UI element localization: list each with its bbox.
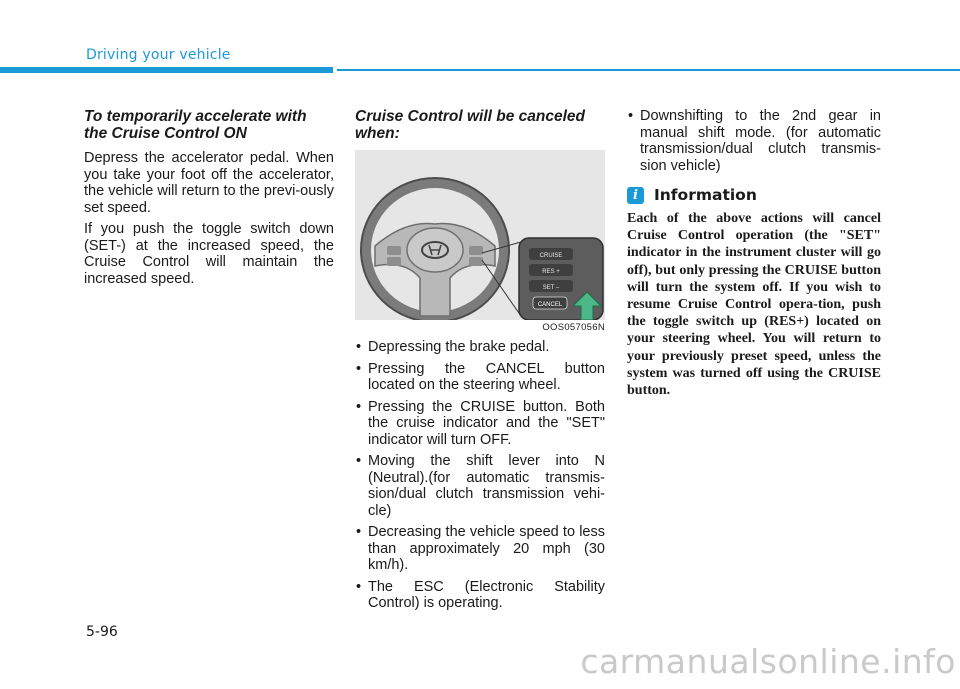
res-button-label: RES + (542, 269, 560, 275)
list-item: • Depressing the brake pedal. (356, 339, 550, 355)
information-title: Information (654, 186, 757, 204)
list-item: • Pressing the CRUISE button. Both the cruise indicator and the "SET" indicator will turn OFF. (356, 398, 605, 448)
list-item: • Decreasing the vehicle speed to less than approximately 20 mph (30 km/h). (356, 524, 605, 573)
cancel-conditions-list (355, 339, 605, 612)
list-item: • Downshifting to the 2nd gear in manual shift mode. (for automatic transmission/dual clutch transmis-sion vehicle) (628, 108, 881, 174)
header-rule-thin (337, 69, 960, 71)
header-rule-thick (0, 67, 333, 73)
column-2 (355, 108, 605, 617)
steering-wheel-illustration (355, 150, 605, 320)
page-number: 5-96 (86, 624, 118, 640)
list-item: • The ESC (Electronic Stability Control) is operating. (356, 578, 605, 611)
figure-code: OOS057056N (542, 322, 605, 333)
cancel-button-label: CANCEL (537, 302, 563, 308)
set-button-label: SET – (542, 285, 560, 291)
information-text: Each of the above actions will cancel Cruise Control operation (the "SET" indicator in the instrument cluster will go off), but only pressing the CRUISE button will turn the system off. If you wish to resume Cruise Control opera-tion, push the toggle switch up (RES+) located on your steering wheel. You will return to your previously preset speed, unless the system was turned off using the CRUISE button. (627, 211, 881, 399)
column-1 (84, 108, 334, 292)
paragraph-depress-accelerator: Depress the accelerator pedal. When you take your foot off the accelerator, the vehicle will return to the previ-ously set speed. (84, 150, 334, 216)
column-3 (627, 108, 881, 399)
watermark-text: carmanualsonline.info (580, 642, 956, 681)
cancel-conditions-list-continued (627, 108, 881, 174)
list-item: • Moving the shift lever into N (Neutral).(for automatic transmis-sion/dual clutch transmission vehi-cle) (356, 453, 605, 519)
info-icon: i (627, 187, 644, 204)
list-item: • Pressing the CANCEL button located on the steering wheel. (356, 360, 605, 393)
heading-temporarily-accelerate: To temporarily accelerate with the Cruise Control ON (84, 108, 307, 142)
cruise-button-label: CRUISE (539, 253, 563, 259)
section-title: Driving your vehicle (86, 47, 231, 63)
paragraph-toggle-switch: If you push the toggle switch down (SET-) at the increased speed, the Cruise Control will maintain the increased speed. (84, 221, 334, 287)
steering-wheel-figure (355, 150, 605, 320)
information-header (627, 186, 881, 204)
heading-cancel-conditions: Cruise Control will be canceled when: (355, 108, 585, 142)
